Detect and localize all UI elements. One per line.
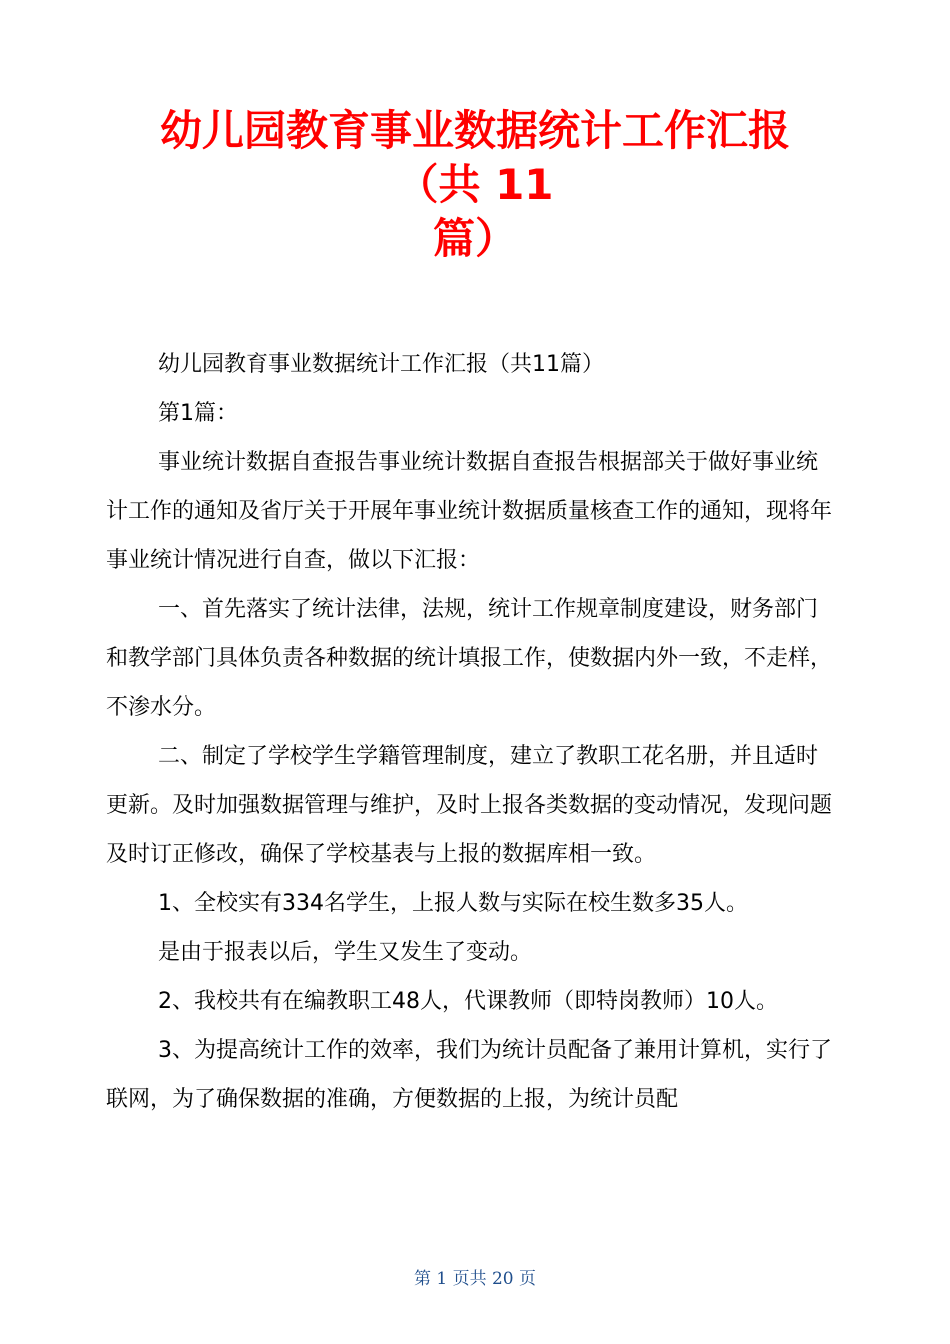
paragraph-heading: 幼儿园教育事业数据统计工作汇报（共11篇） [158,352,604,377]
title-line-1: 幼儿园教育事业数据统计工作汇报 [159,106,790,155]
paragraph-point-2: 2、我校共有在编教职工48人，代课教师（即特岗教师）10人。 [158,989,778,1014]
document-title [60,104,890,266]
document-body [106,340,834,1124]
paragraph-point-1-note: 是由于报表以后，学生又发生了变动。 [158,940,533,965]
paragraph-item-two: 二、制定了学校学生学籍管理制度，建立了教职工花名册，并且适时更新。及时加强数据管理与维护，及时上报各类数据的变动情况，发现问题及时订正修改，确保了学校基表与上报的数据库相一致。 [106,744,833,867]
title-line-3: 篇） [432,214,517,263]
title-line-2: （共 11 [396,160,554,209]
paragraph-section-label: 第1篇： [158,401,238,426]
paragraph-item-one: 一、首先落实了统计法律，法规，统计工作规章制度建设，财务部门和教学部门具体负责各种数据的统计填报工作，使数据内外一致，不走样，不渗水分。 [106,597,833,720]
paragraph-point-1: 1、全校实有334名学生，上报人数与实际在校生数多35人。 [158,891,748,916]
page-footer: 第 1 页共 20 页 [413,1269,537,1289]
paragraph-point-3: 3、为提高统计工作的效率，我们为统计员配备了兼用计算机，实行了联网，为了确保数据的准确，方便数据的上报，为统计员配 [106,1038,832,1112]
paragraph-intro: 事业统计数据自查报告事业统计数据自查报告根据部关于做好事业统计工作的通知及省厅关于开展年事业统计数据质量核查工作的通知，现将年事业统计情况进行自查，做以下汇报： [106,450,833,573]
